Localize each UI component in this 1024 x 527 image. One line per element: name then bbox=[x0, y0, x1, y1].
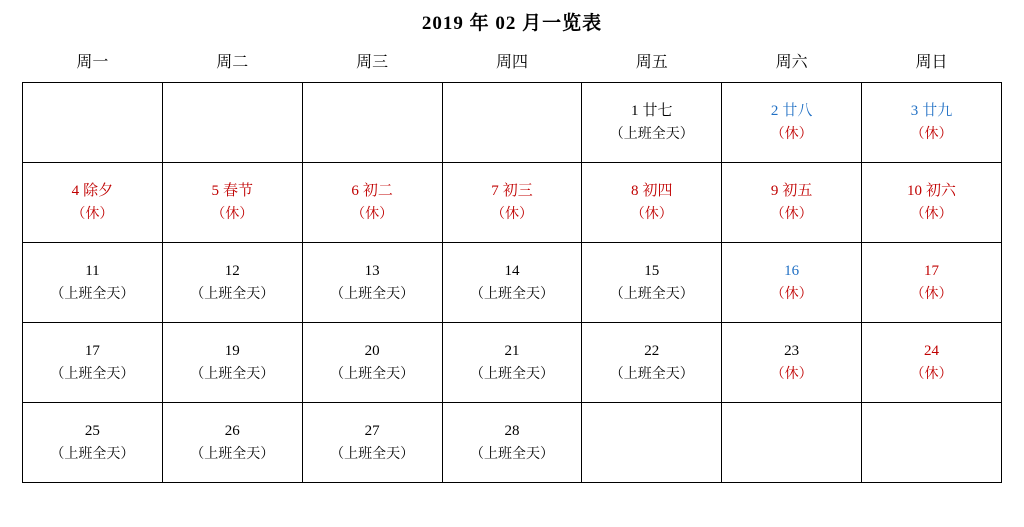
day-note: （休） bbox=[490, 206, 533, 222]
calendar-day-cell[interactable] bbox=[162, 323, 302, 403]
calendar-body bbox=[23, 83, 1002, 483]
weekday-header: 周四 bbox=[495, 54, 528, 71]
day-number: 28 bbox=[504, 422, 520, 439]
calendar-day-cell[interactable] bbox=[582, 243, 722, 323]
calendar-day-cell[interactable] bbox=[302, 243, 442, 323]
calendar-day-cell[interactable] bbox=[722, 163, 862, 243]
calendar-day-cell[interactable] bbox=[23, 323, 163, 403]
day-note: （休） bbox=[211, 206, 254, 222]
calendar-day-cell[interactable] bbox=[23, 403, 163, 483]
calendar-empty-cell bbox=[582, 403, 722, 483]
calendar-table bbox=[22, 37, 1002, 483]
day-number: 8 初四 bbox=[631, 182, 673, 199]
calendar-empty-cell bbox=[23, 83, 163, 163]
day-note: （休） bbox=[910, 366, 953, 382]
calendar-day-cell[interactable] bbox=[442, 243, 582, 323]
lunar-label: 春节 bbox=[223, 182, 254, 199]
lunar-label: 初四 bbox=[642, 182, 673, 199]
day-note: （上班全天） bbox=[330, 286, 415, 302]
weekday-header: 周二 bbox=[216, 54, 249, 71]
calendar-day-cell[interactable] bbox=[162, 403, 302, 483]
day-number: 14 bbox=[504, 262, 520, 279]
lunar-label: 初五 bbox=[782, 182, 813, 199]
calendar-day-cell[interactable] bbox=[862, 243, 1002, 323]
day-number: 7 初三 bbox=[491, 182, 533, 199]
weekday-header-row bbox=[23, 37, 1002, 83]
calendar-day-cell[interactable] bbox=[862, 323, 1002, 403]
calendar-day-cell[interactable] bbox=[162, 163, 302, 243]
calendar-day-cell[interactable] bbox=[442, 323, 582, 403]
calendar-day-cell[interactable] bbox=[862, 163, 1002, 243]
calendar-day-cell[interactable] bbox=[442, 403, 582, 483]
calendar-week-row bbox=[23, 323, 1002, 403]
weekday-header: 周一 bbox=[76, 54, 109, 71]
calendar-empty-cell bbox=[862, 403, 1002, 483]
calendar-empty-cell bbox=[302, 83, 442, 163]
weekday-header: 周五 bbox=[635, 54, 668, 71]
day-number: 17 bbox=[924, 262, 940, 279]
day-number: 13 bbox=[364, 262, 380, 279]
day-number: 25 bbox=[84, 422, 100, 439]
calendar-empty-cell bbox=[722, 403, 862, 483]
day-number: 16 bbox=[784, 262, 800, 279]
day-note: （休） bbox=[770, 206, 813, 222]
calendar-day-cell[interactable] bbox=[582, 83, 722, 163]
day-note: （上班全天） bbox=[609, 366, 694, 382]
calendar-week-row bbox=[23, 83, 1002, 163]
day-note: （上班全天） bbox=[330, 446, 415, 462]
day-number: 3 廿九 bbox=[910, 102, 953, 119]
day-note: （上班全天） bbox=[609, 126, 694, 142]
day-note: （上班全天） bbox=[190, 366, 275, 382]
calendar-day-cell[interactable] bbox=[582, 323, 722, 403]
day-note: （休） bbox=[71, 206, 114, 222]
day-number: 26 bbox=[224, 422, 240, 439]
day-number: 11 bbox=[85, 262, 100, 279]
calendar-day-cell[interactable] bbox=[302, 323, 442, 403]
day-number: 21 bbox=[504, 342, 520, 359]
day-number: 17 bbox=[84, 342, 100, 359]
calendar-day-cell[interactable] bbox=[722, 83, 862, 163]
calendar-day-cell[interactable] bbox=[582, 163, 722, 243]
calendar-container bbox=[0, 37, 1024, 483]
day-note: （上班全天） bbox=[330, 366, 415, 382]
calendar-day-cell[interactable] bbox=[23, 243, 163, 323]
calendar-day-cell[interactable] bbox=[302, 403, 442, 483]
calendar-day-cell[interactable] bbox=[442, 163, 582, 243]
day-number: 9 初五 bbox=[770, 182, 813, 199]
calendar-day-cell[interactable] bbox=[862, 83, 1002, 163]
day-note: （上班全天） bbox=[50, 366, 135, 382]
calendar-day-cell[interactable] bbox=[23, 163, 163, 243]
lunar-label: 初三 bbox=[502, 182, 533, 199]
day-number: 12 bbox=[224, 262, 240, 279]
day-note: （上班全天） bbox=[469, 446, 554, 462]
calendar-week-row bbox=[23, 243, 1002, 323]
day-number: 23 bbox=[784, 342, 800, 359]
day-note: （上班全天） bbox=[50, 286, 135, 302]
calendar-empty-cell bbox=[442, 83, 582, 163]
day-number: 19 bbox=[224, 342, 240, 359]
calendar-week-row bbox=[23, 403, 1002, 483]
day-number: 24 bbox=[924, 342, 940, 359]
day-note: （休） bbox=[910, 206, 953, 222]
weekday-header: 周六 bbox=[775, 54, 808, 71]
calendar-day-cell[interactable] bbox=[302, 163, 442, 243]
calendar-day-cell[interactable] bbox=[722, 323, 862, 403]
page-title: 2019 年 02 月一览表 bbox=[421, 13, 603, 34]
day-note: （上班全天） bbox=[469, 286, 554, 302]
day-note: （休） bbox=[351, 206, 394, 222]
day-number: 5 春节 bbox=[211, 182, 254, 199]
lunar-label: 廿八 bbox=[782, 102, 813, 119]
weekday-header: 周三 bbox=[356, 54, 389, 71]
day-note: （上班全天） bbox=[190, 286, 275, 302]
day-number: 27 bbox=[364, 422, 380, 439]
day-number: 20 bbox=[364, 342, 380, 359]
day-number: 2 廿八 bbox=[770, 102, 813, 119]
calendar-week-row bbox=[23, 163, 1002, 243]
day-note: （上班全天） bbox=[469, 366, 554, 382]
day-number: 4 除夕 bbox=[71, 182, 114, 199]
lunar-label: 初二 bbox=[362, 182, 393, 199]
day-note: （上班全天） bbox=[50, 446, 135, 462]
calendar-day-cell[interactable] bbox=[162, 243, 302, 323]
lunar-label: 廿九 bbox=[922, 102, 953, 119]
day-note: （休） bbox=[770, 366, 813, 382]
calendar-day-cell[interactable] bbox=[722, 243, 862, 323]
day-note: （休） bbox=[910, 126, 953, 142]
day-number: 10 初六 bbox=[907, 182, 957, 199]
day-note: （上班全天） bbox=[190, 446, 275, 462]
day-note: （休） bbox=[770, 126, 813, 142]
day-note: （休） bbox=[770, 286, 813, 302]
day-note: （休） bbox=[630, 206, 673, 222]
day-note: （上班全天） bbox=[609, 286, 694, 302]
calendar-empty-cell bbox=[162, 83, 302, 163]
weekday-header: 周日 bbox=[915, 54, 948, 71]
lunar-label: 初六 bbox=[926, 182, 957, 199]
calendar-header-row bbox=[23, 37, 1002, 83]
lunar-label: 廿七 bbox=[642, 102, 673, 119]
day-number: 6 初二 bbox=[351, 182, 393, 199]
day-note: （休） bbox=[910, 286, 953, 302]
day-number: 15 bbox=[644, 262, 660, 279]
lunar-label: 除夕 bbox=[83, 182, 114, 199]
day-number: 22 bbox=[644, 342, 660, 359]
day-number: 1 廿七 bbox=[631, 102, 673, 119]
